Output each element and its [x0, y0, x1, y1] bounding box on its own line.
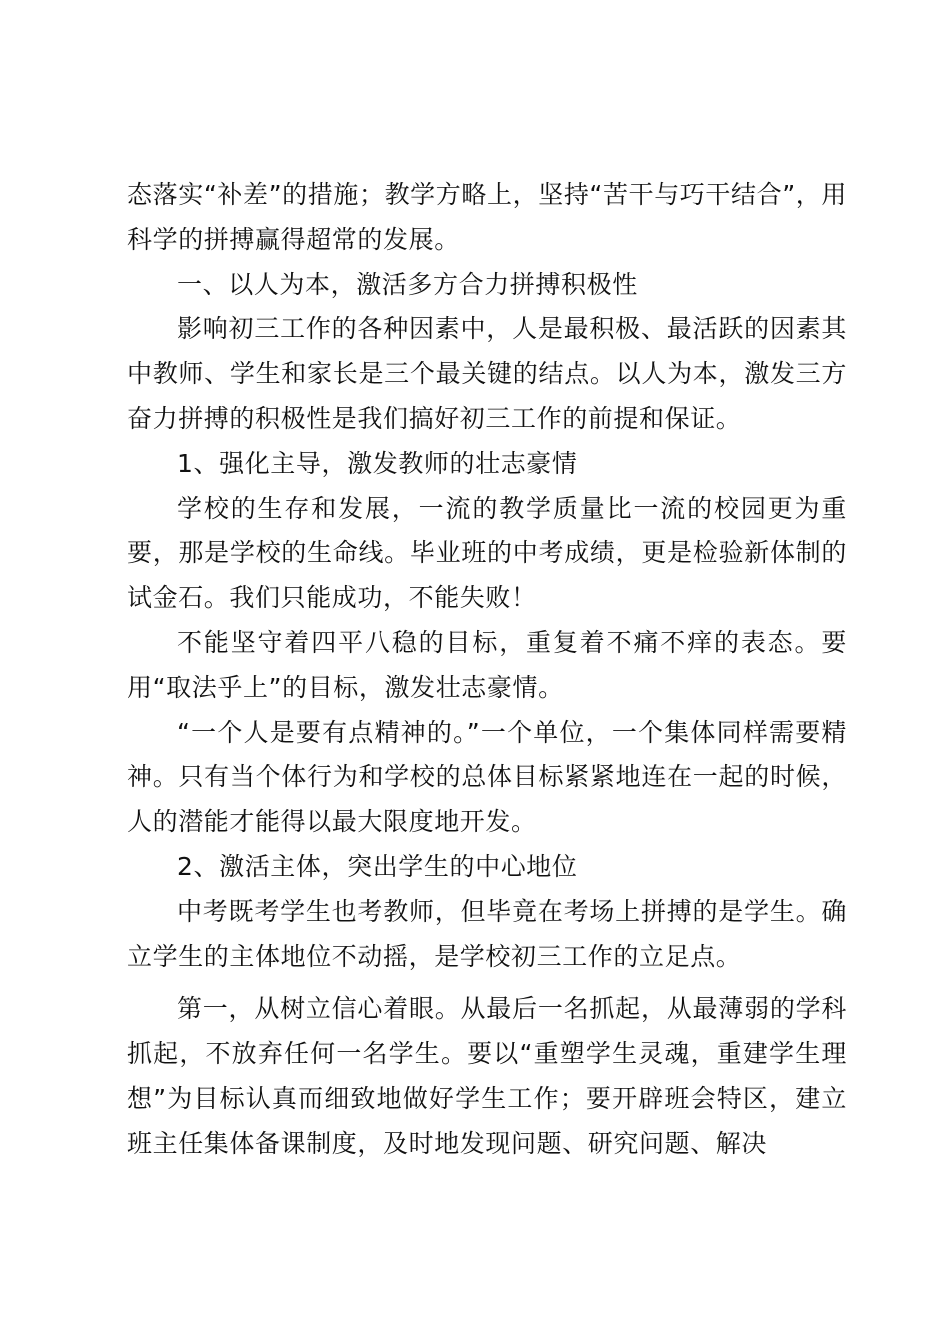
- paragraph-goals: 不能坚守着四平八稳的目标，重复着不痛不痒的表态。要用“取法乎上”的目标，激发壮志豪情。: [127, 627, 847, 702]
- paragraph-spirit: “一个人是要有点精神的。”一个单位，一个集体同样需要精神。只有当个体行为和学校的总体目标紧紧地连在一起的时候，人的潜能才能得以最大限度地开发。: [127, 717, 847, 837]
- paragraph-factors: 影响初三工作的各种因素中，人是最积极、最活跃的因素其中教师、学生和家长是三个最关键的结点。以人为本，激发三方奋力拼搏的积极性是我们搞好初三工作的前提和保证。: [127, 314, 847, 433]
- document-body: [127, 173, 847, 1167]
- paragraph-exam: 中考既考学生也考教师，但毕竟在考场上拼搏的是学生。确立学生的主体地位不动摇，是学校初三工作的立足点。: [127, 896, 847, 971]
- subsection-heading-teachers: 1、强化主导，激发教师的壮志豪情: [177, 448, 578, 478]
- paragraph-confidence: 第一，从树立信心着眼。从最后一名抓起，从最薄弱的学科抓起，不放弃任何一名学生。要以“重塑学生灵魂，重建学生理想”为目标认真而细致地做好学生工作；要开辟班会特区，建立班主任集体备课制度，及时地发现问题、研究问题、解决: [127, 994, 847, 1158]
- subsection-heading-students: 2、激活主体，突出学生的中心地位: [177, 851, 578, 881]
- paragraph-school-survival: 学校的生存和发展，一流的教学质量比一流的校园更为重要，那是学校的生命线。毕业班的中考成绩，更是检验新体制的试金石。我们只能成功，不能失败！: [127, 493, 847, 613]
- section-heading-1: 一、以人为本，激活多方合力拼搏积极性: [177, 269, 638, 299]
- paragraph-continuation: 态落实“补差”的措施；教学方略上，坚持“苦干与巧干结合”，用科学的拼搏赢得超常的发展。: [127, 180, 847, 254]
